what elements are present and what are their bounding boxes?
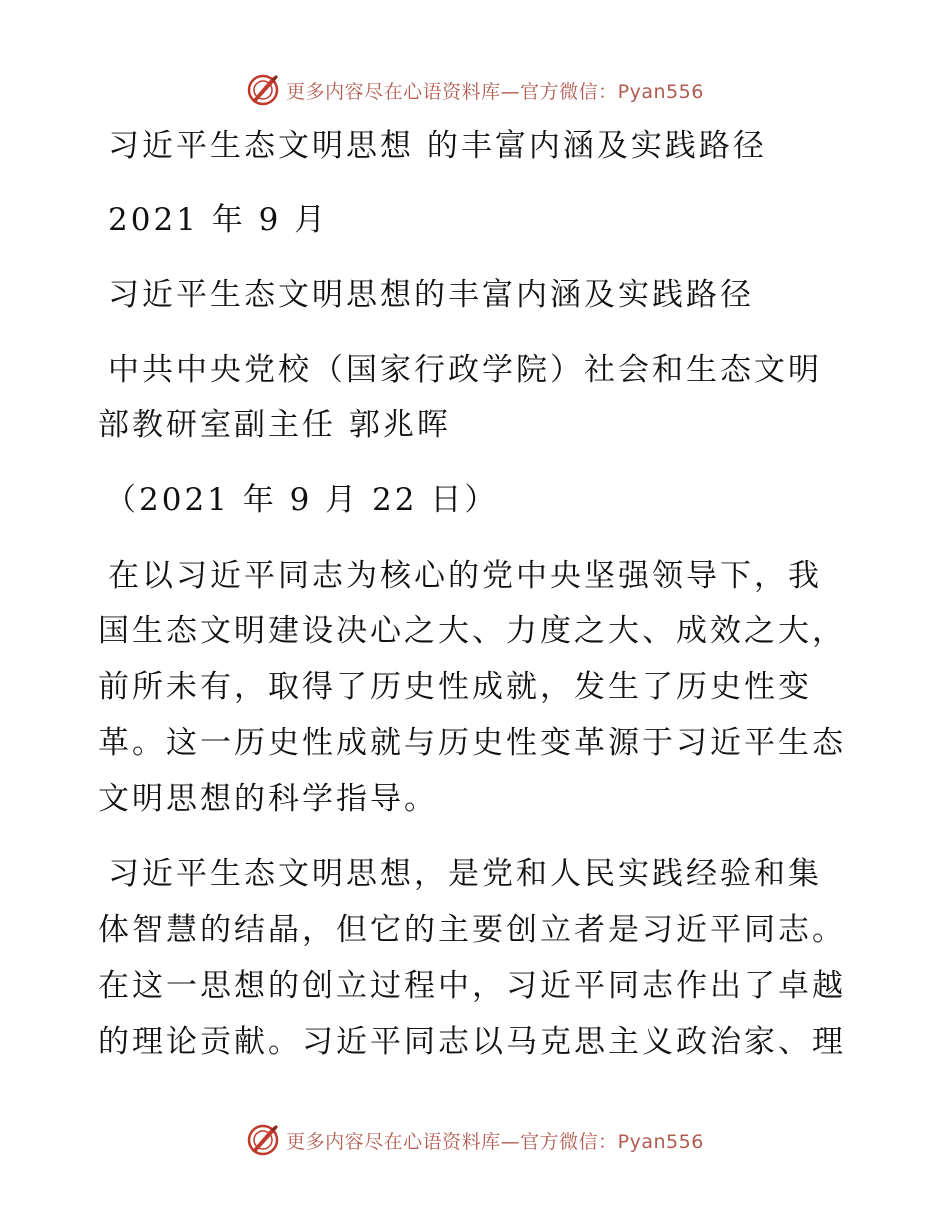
document-subtitle: 习近平生态文明思想的丰富内涵及实践路径	[108, 277, 754, 313]
publish-date: （2021 年 9 月 22 日）	[105, 482, 499, 518]
paragraph-line: 体智慧的结晶，但它的主要创立者是习近平同志。	[98, 912, 846, 948]
paragraph-line: 习近平生态文明思想，是党和人民实践经验和集	[108, 856, 822, 892]
watermark-banner-bottom	[0, 1120, 950, 1160]
quill-logo-icon	[246, 73, 280, 107]
document-date: 2021 年 9 月	[108, 202, 329, 238]
watermark-text: 更多内容尽在心语资料库—官方微信：Pyan556	[286, 80, 704, 103]
quill-logo-icon	[246, 1123, 280, 1157]
paragraph-line: 前所未有，取得了历史性成就，发生了历史性变	[98, 669, 812, 705]
paragraph-line: 文明思想的科学指导。	[98, 781, 438, 817]
author-line: 部教研室副主任 郭兆晖	[98, 407, 451, 443]
paragraph-line: 在以习近平同志为核心的党中央坚强领导下，我	[108, 558, 822, 594]
watermark-text: 更多内容尽在心语资料库—官方微信：Pyan556	[286, 1130, 704, 1153]
paragraph-line: 革。这一历史性成就与历史性变革源于习近平生态	[98, 725, 846, 761]
author-line: 中共中央党校（国家行政学院）社会和生态文明	[108, 352, 822, 388]
document-title: 习近平生态文明思想 的丰富内涵及实践路径	[108, 128, 767, 164]
paragraph-line: 国生态文明建设决心之大、力度之大、成效之大，	[98, 613, 846, 649]
watermark-banner-top	[0, 70, 950, 110]
paragraph-line: 的理论贡献。习近平同志以马克思主义政治家、理	[98, 1024, 846, 1060]
paragraph-line: 在这一思想的创立过程中，习近平同志作出了卓越	[98, 968, 846, 1004]
